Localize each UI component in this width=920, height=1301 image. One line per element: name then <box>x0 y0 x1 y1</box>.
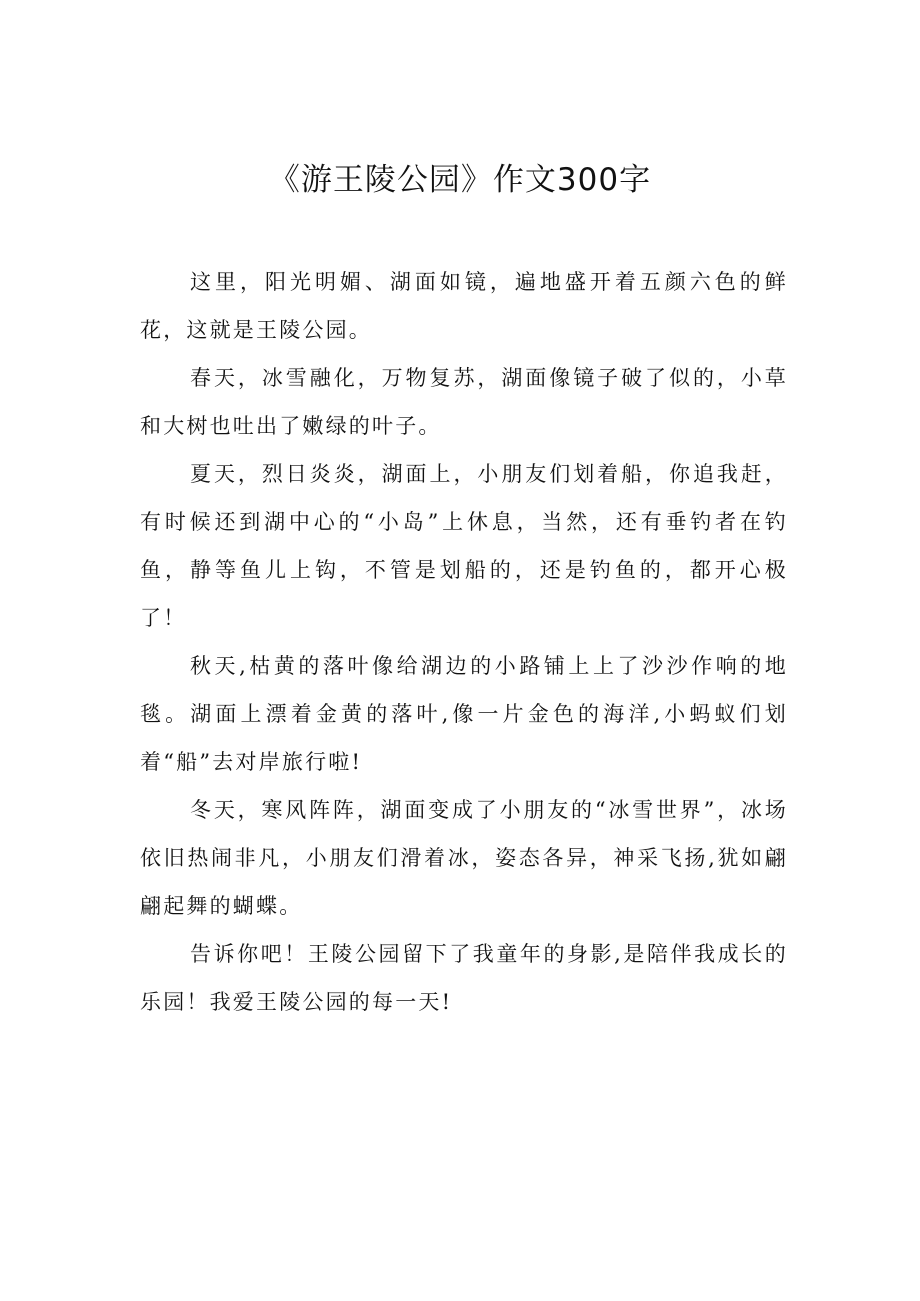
paragraph-spring: 春天，冰雪融化，万物复苏，湖面像镜子破了似的，小草和大树也吐出了嫩绿的叶子。 <box>140 366 788 438</box>
paragraph-winter: 冬天，寒风阵阵，湖面变成了小朋友的“冰雪世界”，冰场依旧热闹非凡，小朋友们滑着冰，姿态各异，神采飞扬,犹如翩翩起舞的蝴蝶。 <box>140 798 788 918</box>
document-body <box>140 258 788 1026</box>
paragraph-intro: 这里，阳光明媚、湖面如镜，遍地盛开着五颜六色的鲜花，这就是王陵公园。 <box>140 270 788 342</box>
paragraph-conclusion: 告诉你吧！王陵公园留下了我童年的身影,是陪伴我成长的乐园！我爱王陵公园的每一天! <box>140 942 788 1014</box>
paragraph-autumn: 秋天,枯黄的落叶像给湖边的小路铺上上了沙沙作响的地毯。湖面上漂着金黄的落叶,像一片金色的海洋,小蚂蚁们划着“船”去对岸旅行啦! <box>140 654 788 774</box>
document-title: 《游王陵公园》作文300字 <box>268 162 652 198</box>
paragraph-summer: 夏天，烈日炎炎，湖面上，小朋友们划着船，你追我赶，有时候还到湖中心的“小岛”上休息，当然，还有垂钓者在钓鱼，静等鱼儿上钩，不管是划船的，还是钓鱼的，都开心极了！ <box>140 462 788 630</box>
